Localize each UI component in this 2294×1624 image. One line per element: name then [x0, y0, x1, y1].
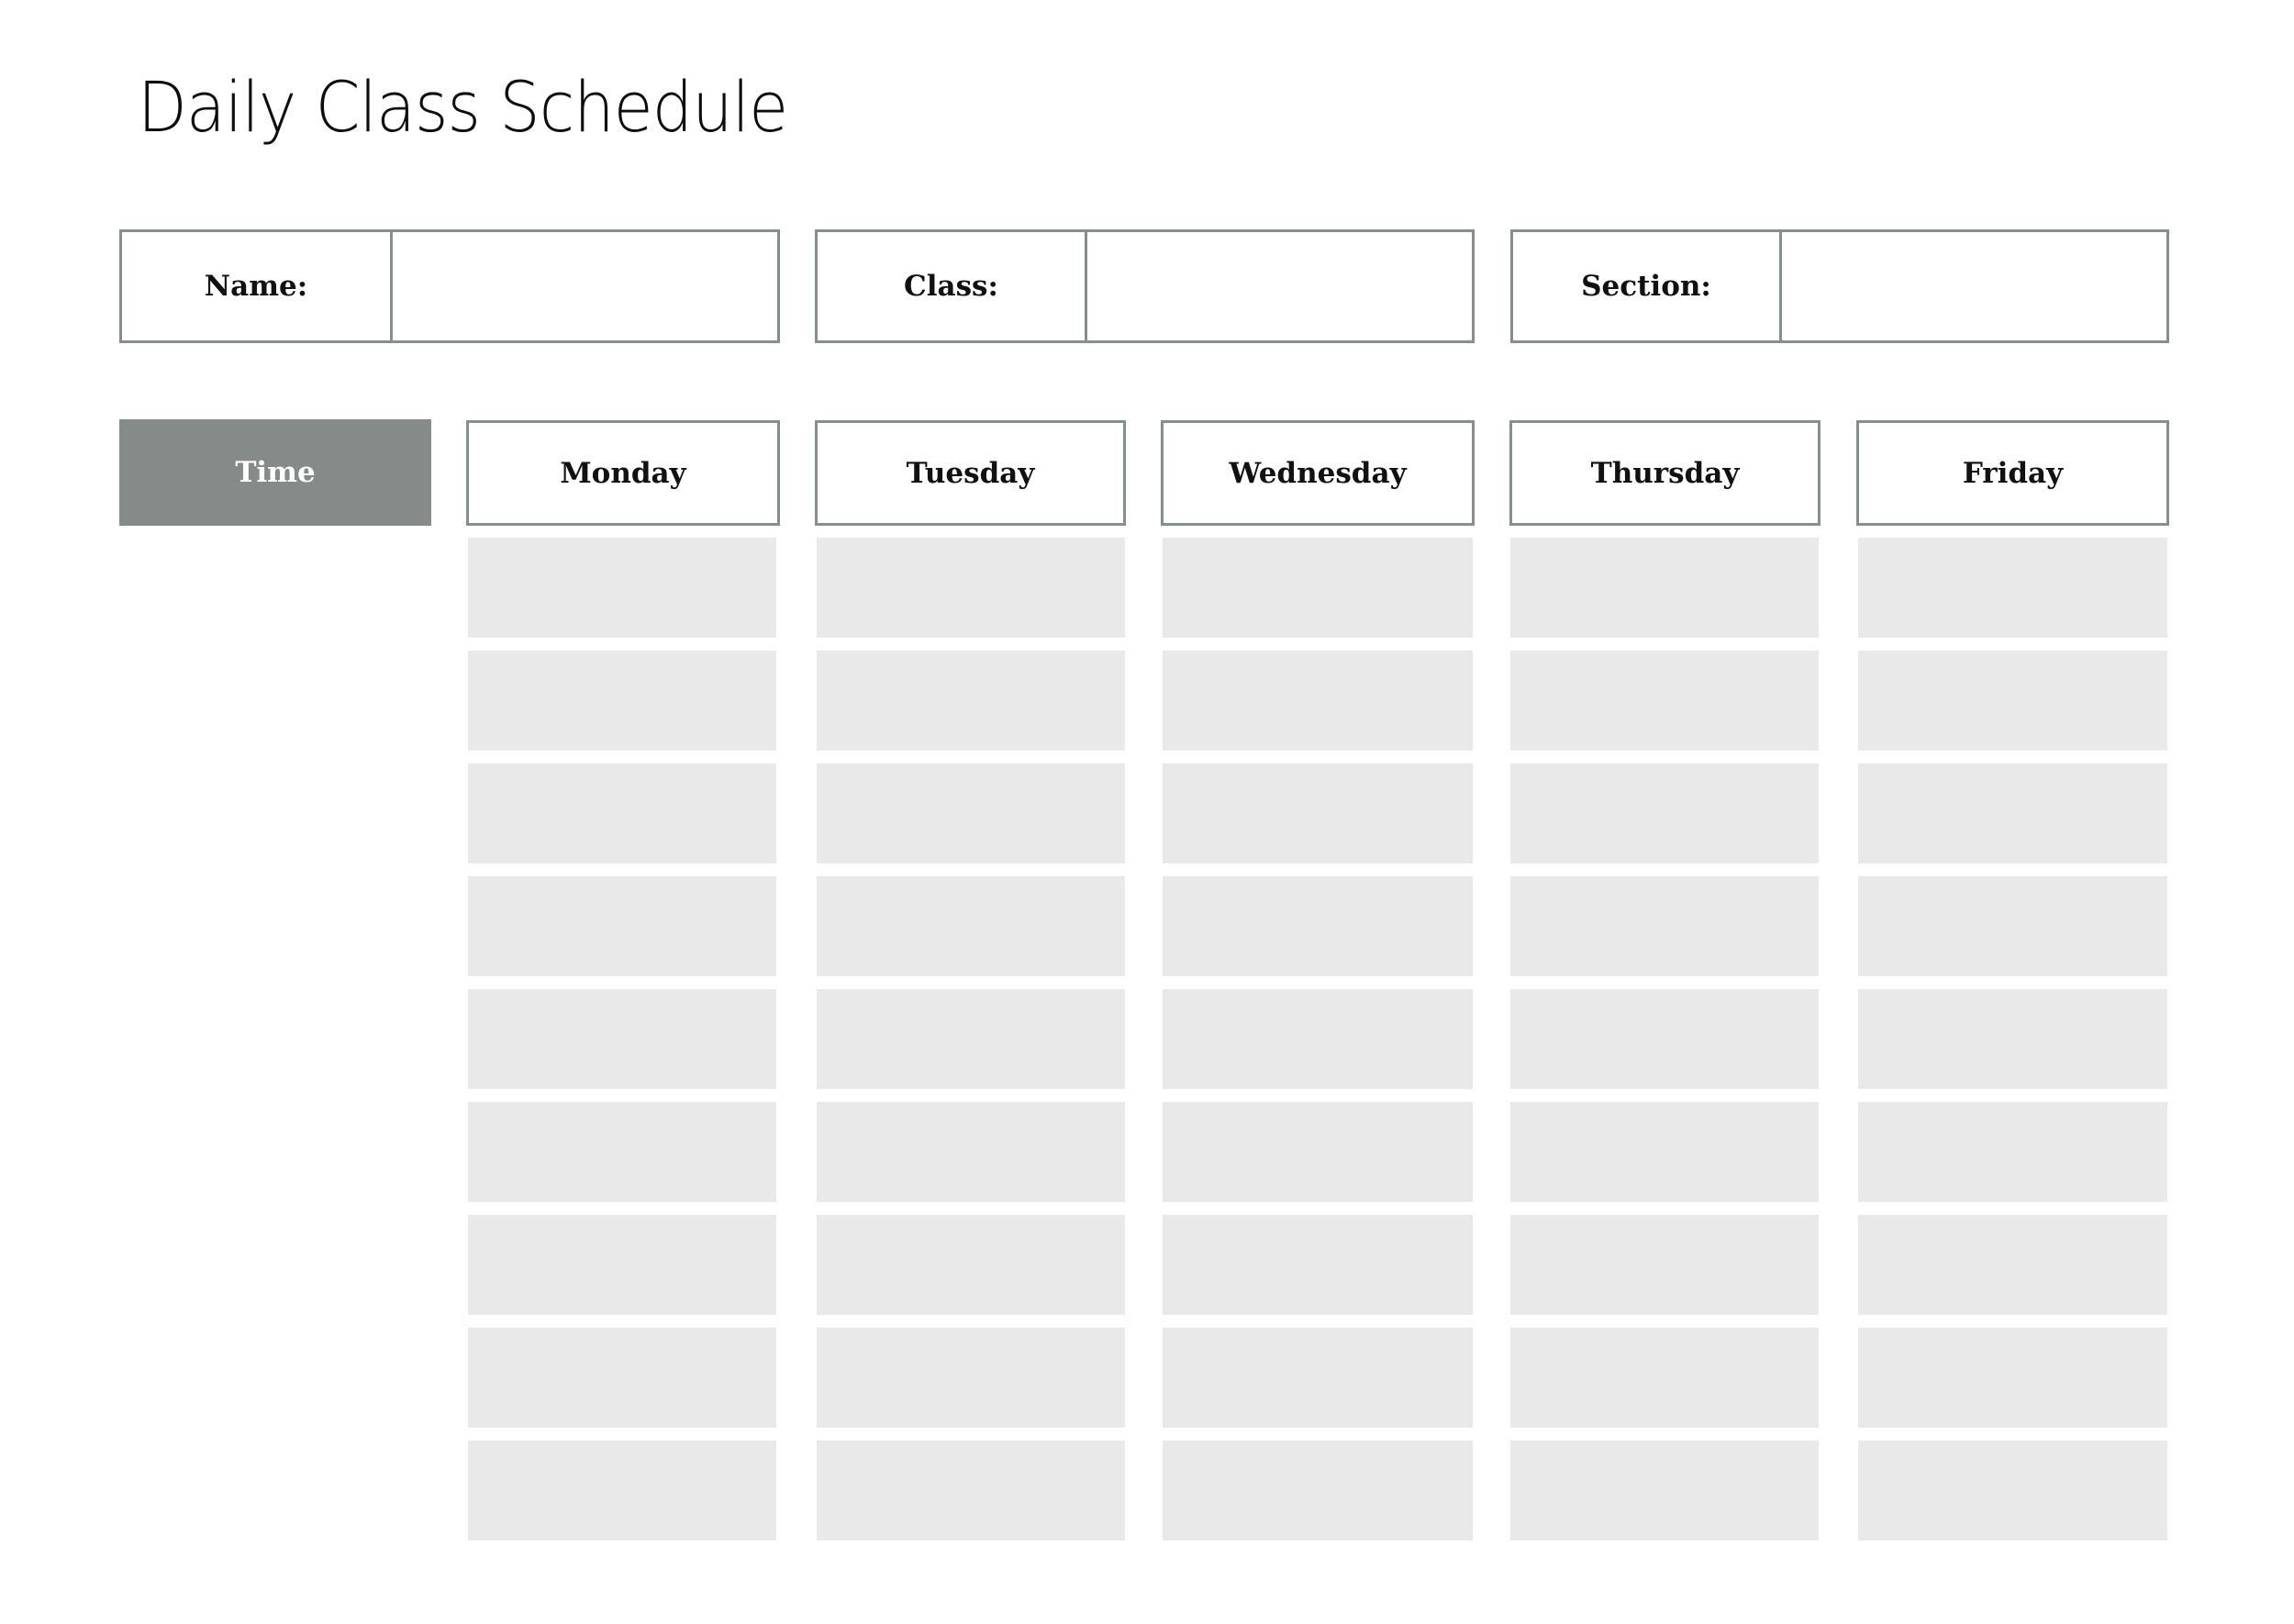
- schedule-cell-thursday-2[interactable]: [1510, 651, 1819, 751]
- day-header-friday: Friday: [1856, 420, 2169, 526]
- schedule-cell-thursday-6[interactable]: [1510, 1102, 1819, 1202]
- schedule-cell-wednesday-4[interactable]: [1163, 876, 1473, 976]
- schedule-cell-monday-8[interactable]: [468, 1328, 776, 1428]
- schedule-cell-friday-8[interactable]: [1858, 1328, 2167, 1428]
- schedule-cell-wednesday-5[interactable]: [1163, 989, 1473, 1089]
- schedule-cell-tuesday-9[interactable]: [817, 1440, 1125, 1541]
- time-header: Time: [119, 419, 431, 526]
- schedule-cell-wednesday-3[interactable]: [1163, 763, 1473, 863]
- schedule-cell-friday-5[interactable]: [1858, 989, 2167, 1089]
- schedule-cell-monday-9[interactable]: [468, 1440, 776, 1541]
- class-field[interactable]: [1087, 232, 1472, 340]
- name-label: Name:: [122, 232, 393, 340]
- schedule-cell-wednesday-8[interactable]: [1163, 1328, 1473, 1428]
- schedule-cell-thursday-7[interactable]: [1510, 1215, 1819, 1315]
- day-header-thursday: Thursday: [1509, 420, 1821, 526]
- day-header-wednesday: Wednesday: [1161, 420, 1475, 526]
- schedule-cell-thursday-9[interactable]: [1510, 1440, 1819, 1541]
- class-box: [815, 229, 1475, 343]
- section-box: [1510, 229, 2169, 343]
- time-slot-5[interactable]: [119, 989, 431, 1089]
- schedule-cell-thursday-8[interactable]: [1510, 1328, 1819, 1428]
- time-slot-6[interactable]: [119, 1102, 431, 1202]
- schedule-cell-monday-7[interactable]: [468, 1215, 776, 1315]
- schedule-cell-monday-5[interactable]: [468, 989, 776, 1089]
- schedule-cell-tuesday-1[interactable]: [817, 538, 1125, 638]
- class-label: Class:: [818, 232, 1087, 340]
- schedule-cell-monday-4[interactable]: [468, 876, 776, 976]
- time-slot-3[interactable]: [119, 763, 431, 863]
- schedule-cell-friday-9[interactable]: [1858, 1440, 2167, 1541]
- schedule-cell-tuesday-3[interactable]: [817, 763, 1125, 863]
- schedule-cell-friday-1[interactable]: [1858, 538, 2167, 638]
- page-title: Daily Class Schedule: [138, 66, 788, 148]
- time-slot-2[interactable]: [119, 651, 431, 751]
- time-slot-8[interactable]: [119, 1328, 431, 1428]
- schedule-cell-wednesday-2[interactable]: [1163, 651, 1473, 751]
- time-slot-9[interactable]: [119, 1440, 431, 1541]
- schedule-cell-wednesday-9[interactable]: [1163, 1440, 1473, 1541]
- schedule-cell-wednesday-7[interactable]: [1163, 1215, 1473, 1315]
- schedule-cell-wednesday-1[interactable]: [1163, 538, 1473, 638]
- schedule-cell-tuesday-6[interactable]: [817, 1102, 1125, 1202]
- schedule-cell-monday-6[interactable]: [468, 1102, 776, 1202]
- schedule-cell-tuesday-8[interactable]: [817, 1328, 1125, 1428]
- name-field[interactable]: [393, 232, 777, 340]
- schedule-cell-monday-3[interactable]: [468, 763, 776, 863]
- schedule-cell-friday-3[interactable]: [1858, 763, 2167, 863]
- schedule-cell-thursday-3[interactable]: [1510, 763, 1819, 863]
- schedule-cell-tuesday-4[interactable]: [817, 876, 1125, 976]
- schedule-cell-friday-7[interactable]: [1858, 1215, 2167, 1315]
- section-field[interactable]: [1782, 232, 2166, 340]
- time-slot-1[interactable]: [119, 538, 431, 638]
- schedule-cell-friday-2[interactable]: [1858, 651, 2167, 751]
- schedule-cell-monday-1[interactable]: [468, 538, 776, 638]
- schedule-cell-monday-2[interactable]: [468, 651, 776, 751]
- schedule-cell-thursday-5[interactable]: [1510, 989, 1819, 1089]
- time-slot-4[interactable]: [119, 876, 431, 976]
- schedule-cell-tuesday-2[interactable]: [817, 651, 1125, 751]
- schedule-cell-tuesday-7[interactable]: [817, 1215, 1125, 1315]
- schedule-cell-tuesday-5[interactable]: [817, 989, 1125, 1089]
- schedule-cell-wednesday-6[interactable]: [1163, 1102, 1473, 1202]
- day-header-monday: Monday: [466, 420, 780, 526]
- schedule-cell-thursday-4[interactable]: [1510, 876, 1819, 976]
- day-header-tuesday: Tuesday: [815, 420, 1126, 526]
- name-box: [119, 229, 780, 343]
- schedule-cell-friday-4[interactable]: [1858, 876, 2167, 976]
- schedule-cell-friday-6[interactable]: [1858, 1102, 2167, 1202]
- section-label: Section:: [1513, 232, 1782, 340]
- time-slot-7[interactable]: [119, 1215, 431, 1315]
- schedule-cell-thursday-1[interactable]: [1510, 538, 1819, 638]
